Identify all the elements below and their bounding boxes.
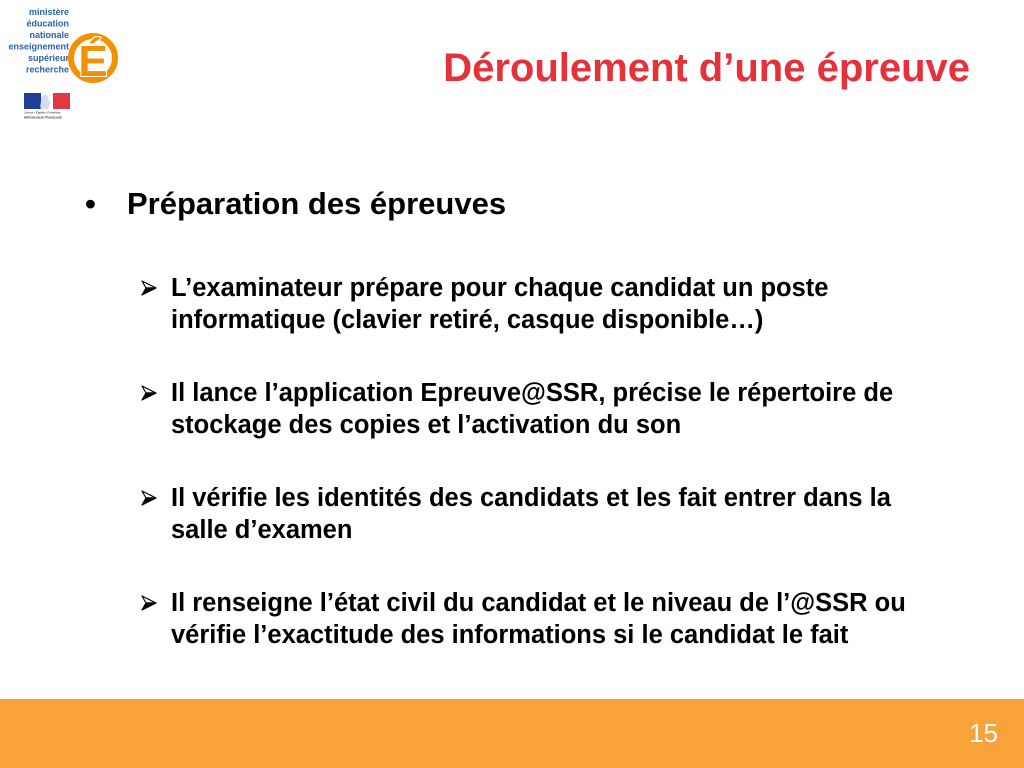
sub-bullet-text: Il renseigne l’état civil du candidat et le niveau de l’@SSR ou vérifie l’exactitude des informations si le candidat le fait [171,589,906,649]
logo-line-recherche: recherche [25,64,69,75]
slide-title: Déroulement d’une épreuve [443,46,970,90]
arrowhead-right-icon [141,482,171,514]
logo-ministry-lines [8,7,69,75]
level1-bullet-text: Préparation des épreuves [127,186,507,221]
sub-bullet-item [141,377,921,441]
sub-bullet-list [141,272,921,651]
logo-letter-e-acute: É [78,37,108,86]
sub-bullet-text: L’examinateur prépare pour chaque candidat un poste informatique (clavier retiré, casque disponible…) [171,274,829,334]
sub-bullet-item [141,272,921,336]
arrowhead-right-icon [141,377,171,409]
flag-blue-band [24,93,41,109]
logo-line-ministere: ministère [28,7,69,17]
sub-bullet-text: Il lance l’application Epreuve@SSR, précise le répertoire de stockage des copies et l’activation du son [171,379,894,439]
logo-line-superieur: supérieur [27,53,69,63]
level1-bullet-marker: • [85,186,96,221]
arrowhead-right-icon [141,272,171,304]
arrowhead-right-icon [141,587,171,619]
logo-line-enseignement: enseignement [8,41,69,52]
sub-bullet-text: Il vérifie les identités des candidats et les fait entrer dans la salle d’examen [171,484,891,544]
logo-line-education: éducation [26,18,69,29]
sub-bullet-item [141,482,921,546]
flag-red-band [53,93,70,109]
sub-bullet-item [141,587,921,651]
republic-motto: Liberté • Égalité • Fraternité [24,110,61,115]
ministry-logo [0,0,125,125]
republique-francaise-logo [24,93,70,120]
logo-line-nationale: nationale [29,30,69,40]
footer-bar [0,699,1024,768]
republic-name: RÉPUBLIQUE FRANÇAISE [24,115,63,120]
page-number: 15 [969,718,998,748]
